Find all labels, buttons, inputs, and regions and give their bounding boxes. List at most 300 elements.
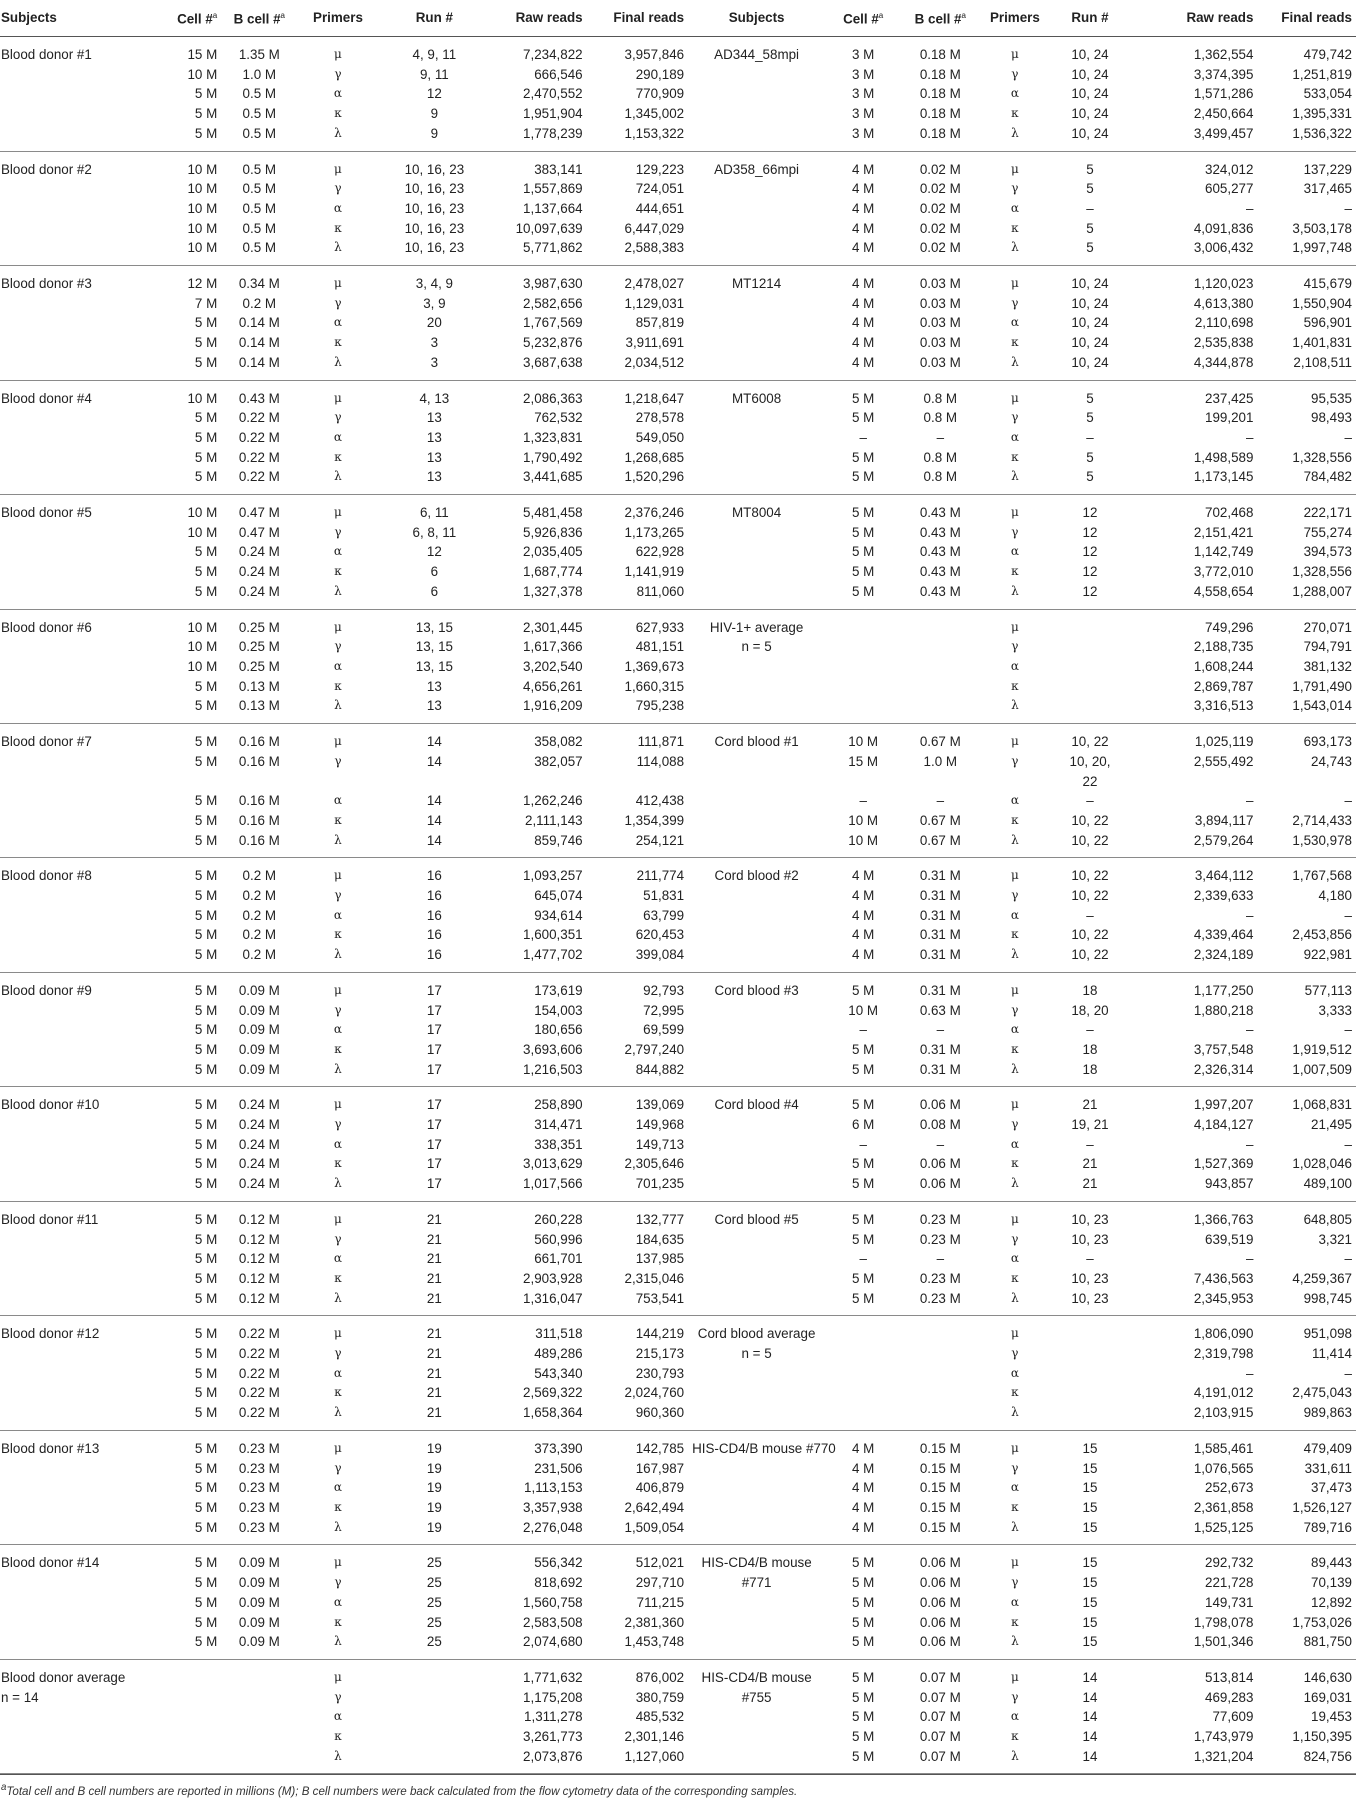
run-number: 21: [379, 1403, 491, 1430]
final-reads: 2,376,246: [624, 505, 685, 521]
b-cell-count: 0.47 M: [238, 524, 280, 540]
raw-reads: 324,012: [1205, 161, 1254, 177]
run-number: 10, 16, 23: [404, 181, 465, 197]
final-reads: 1,919,512: [1292, 1041, 1352, 1057]
raw-reads: 1,093,257: [523, 868, 583, 884]
subject-name: [688, 1135, 825, 1155]
final-reads: 1,068,831: [1292, 1097, 1352, 1113]
run-number: 17: [426, 1022, 442, 1038]
subject-name: [0, 313, 162, 333]
raw-reads: 1,113,153: [524, 1480, 583, 1496]
primer: μ: [1010, 619, 1019, 634]
subject-name: [0, 1573, 162, 1593]
table-row: [0, 1364, 1356, 1384]
final-reads: 1,543,014: [1257, 696, 1356, 723]
run-number: 15: [1082, 1440, 1098, 1456]
raw-reads: 3,006,432: [1130, 238, 1258, 265]
raw-reads: –: [1245, 1251, 1254, 1267]
primer: α: [1010, 544, 1019, 559]
cell-count: 5 M: [194, 410, 218, 426]
subject-name: [0, 1593, 162, 1613]
cell-count: 5 M: [825, 582, 901, 609]
final-reads: 2,305,646: [624, 1156, 685, 1172]
run-number: 10, 16, 23: [404, 161, 465, 177]
raw-reads: 2,074,680: [490, 1632, 586, 1659]
cell-count: 5 M: [825, 1289, 901, 1316]
raw-reads: 2,111,143: [525, 812, 583, 828]
raw-reads: 2,555,492: [1193, 753, 1254, 769]
b-cell-count: [901, 677, 979, 697]
run-number: 10, 24: [1071, 295, 1109, 311]
table-row: [0, 1269, 1356, 1289]
table-row: [0, 791, 1356, 811]
final-reads: 844,882: [587, 1060, 688, 1087]
final-reads: 711,215: [636, 1594, 685, 1610]
cell-count: 5 M: [194, 1251, 218, 1267]
cell-count: 5 M: [162, 1403, 221, 1430]
primer: μ: [334, 47, 342, 61]
cell-count: 4 M: [852, 295, 875, 311]
table-row: [0, 428, 1356, 448]
b-cell-count: 0.34 M: [238, 276, 280, 292]
table-row: [0, 1135, 1356, 1155]
subject-name: [688, 313, 825, 333]
subject-name: [688, 523, 825, 543]
b-cell-count: [901, 1403, 979, 1430]
final-reads: 1,150,395: [1292, 1729, 1352, 1745]
cell-count: 5 M: [852, 1270, 875, 1286]
raw-reads: 1,778,239: [490, 124, 586, 151]
b-cell-count: 0.5 M: [221, 238, 297, 265]
b-cell-count: 0.5 M: [242, 181, 277, 197]
table-row: [0, 1383, 1356, 1403]
final-reads: 137,229: [1303, 161, 1352, 177]
raw-reads: 3,987,630: [523, 276, 583, 292]
run-number: 21: [426, 1346, 442, 1362]
table-row: [0, 1498, 1356, 1518]
run-number: 10, 23: [1071, 1211, 1109, 1227]
cell-count: [825, 677, 901, 697]
raw-reads: 1,951,904: [523, 106, 583, 122]
cell-count: 5 M: [162, 353, 221, 380]
final-reads: 1,328,556: [1292, 449, 1352, 465]
run-number: 17: [426, 1041, 442, 1057]
b-cell-count: 0.5 M: [242, 161, 277, 177]
b-cell-count: 0.15 M: [919, 1460, 961, 1476]
subject-name: [688, 1593, 825, 1613]
cell-count: 5 M: [194, 1211, 218, 1227]
table-row: [0, 1174, 1356, 1201]
table-body: [0, 37, 1356, 1774]
b-cell-count: 0.07 M: [919, 1729, 961, 1745]
primer: κ: [1011, 220, 1019, 235]
final-reads: 1,328,556: [1292, 564, 1352, 580]
table-row: [0, 886, 1356, 906]
primer: α: [1010, 907, 1019, 922]
subject-name: [0, 238, 162, 265]
primer: λ: [979, 124, 1050, 151]
subject-name: [688, 752, 825, 772]
cell-count: 5 M: [194, 1002, 218, 1018]
subject-name: [688, 1001, 825, 1021]
b-cell-count: 0.31 M: [919, 1041, 961, 1057]
run-number: 5: [1086, 390, 1094, 406]
run-number: 3: [379, 353, 491, 380]
run-number: 12: [426, 544, 442, 560]
run-number: 10, 16, 23: [404, 200, 465, 216]
run-number: 14: [379, 831, 491, 858]
cell-count: 5 M: [162, 467, 221, 494]
cell-count: 5 M: [194, 1365, 218, 1381]
run-number: 10, 23: [1071, 1231, 1109, 1247]
raw-reads: 2,361,858: [1193, 1500, 1254, 1515]
table-row: [0, 1040, 1356, 1060]
run-number: 5: [1086, 449, 1094, 465]
primer: α: [1010, 793, 1019, 808]
b-cell-count: 0.22 M: [238, 1385, 280, 1401]
run-number: 19: [379, 1518, 491, 1545]
raw-reads: 2,583,508: [523, 1614, 583, 1630]
subject-name: [0, 353, 162, 380]
cell-count: 5 M: [194, 1594, 218, 1610]
raw-reads: 2,535,838: [1193, 335, 1254, 351]
run-number: 21: [426, 1270, 442, 1286]
run-number: 10, 24: [1071, 276, 1109, 292]
b-cell-count: 0.09 M: [221, 1632, 297, 1659]
run-number: 10, 22: [1071, 868, 1109, 884]
b-cell-count: 0.06 M: [919, 1594, 961, 1610]
run-number: [1050, 1403, 1129, 1430]
b-cell-count: 0.63 M: [919, 1002, 961, 1018]
final-reads: 2,381,360: [624, 1614, 685, 1630]
run-number: 14: [426, 734, 442, 750]
cell-count: 5 M: [194, 812, 218, 828]
subject-name: [0, 1518, 162, 1545]
subject-name: [0, 1001, 162, 1021]
table-row: [0, 266, 1356, 294]
final-reads: 1,401,831: [1292, 335, 1352, 351]
final-reads: –: [1344, 1022, 1352, 1038]
primer: κ: [334, 1614, 342, 1629]
run-number: 21: [426, 1251, 442, 1267]
final-reads: 114,088: [636, 753, 685, 769]
b-cell-count: 0.67 M: [919, 734, 961, 750]
primer: [297, 772, 378, 792]
table-row: [0, 1727, 1356, 1747]
final-reads: 1,530,978: [1257, 831, 1356, 858]
primer: μ: [1010, 1555, 1019, 1570]
raw-reads: –: [1245, 907, 1254, 923]
cell-count: 5 M: [194, 1480, 218, 1496]
header-run: Run #: [1050, 0, 1129, 37]
subject-name: Cord blood #3: [714, 982, 799, 998]
raw-reads: 3,464,112: [1194, 868, 1254, 884]
run-number: 5: [1050, 467, 1129, 494]
cell-count: 5 M: [194, 86, 218, 102]
b-cell-count: 0.13 M: [221, 696, 297, 723]
raw-reads: 292,732: [1205, 1555, 1254, 1571]
subject-name: [0, 1498, 162, 1518]
raw-reads: 2,319,798: [1193, 1346, 1254, 1362]
final-reads: 1,369,673: [624, 658, 685, 674]
b-cell-count: 0.2 M: [242, 927, 277, 943]
subject-name: [0, 677, 162, 697]
b-cell-count: 0.09 M: [238, 1041, 280, 1057]
final-reads: 37,473: [1311, 1480, 1352, 1496]
run-number: [1050, 609, 1129, 637]
cell-count: [162, 1688, 221, 1708]
cell-count: 5 M: [194, 1097, 218, 1113]
b-cell-count: 0.09 M: [221, 1060, 297, 1087]
b-cell-count: 0.5 M: [221, 124, 297, 151]
cell-count: 5 M: [194, 1041, 218, 1057]
primer: γ: [334, 1575, 342, 1590]
b-cell-count: 0.5 M: [242, 200, 277, 216]
subject-name: [0, 1060, 162, 1087]
primer: λ: [979, 945, 1050, 972]
cell-count: [825, 657, 901, 677]
cell-count: 4 M: [852, 200, 875, 216]
subject-name: [688, 657, 825, 677]
run-number: 18: [1082, 1041, 1098, 1057]
cell-count: 5 M: [194, 1156, 218, 1172]
table-row: [0, 1632, 1356, 1659]
raw-reads: 3,757,548: [1193, 1041, 1254, 1057]
run-number: 18, 20: [1071, 1002, 1109, 1018]
raw-reads: 199,201: [1205, 410, 1254, 426]
raw-reads: 1,262,246: [523, 793, 583, 809]
subject-name: [688, 1478, 825, 1498]
raw-reads: 4,656,261: [523, 678, 583, 694]
raw-reads: 3,357,938: [523, 1500, 583, 1515]
cell-count: 5 M: [162, 1060, 221, 1087]
final-reads: 794,791: [1303, 639, 1352, 655]
run-number: 5: [1086, 410, 1094, 426]
raw-reads: 2,073,876: [490, 1747, 586, 1774]
table-row: [0, 408, 1356, 428]
raw-reads: 5,232,876: [523, 335, 583, 351]
run-number: 12: [1082, 505, 1098, 521]
raw-reads: 1,658,364: [490, 1403, 586, 1430]
table-row: [0, 1230, 1356, 1250]
raw-reads: 859,746: [490, 831, 586, 858]
subject-name: [688, 1403, 825, 1430]
b-cell-count: 0.22 M: [238, 410, 280, 426]
b-cell-count: –: [936, 429, 945, 445]
run-number: 25: [426, 1594, 442, 1610]
run-number: 15: [1050, 1632, 1129, 1659]
primer: α: [333, 793, 342, 808]
header-subjects: Subjects: [0, 0, 162, 37]
final-reads: 415,679: [1303, 276, 1352, 292]
raw-reads: 513,814: [1205, 1669, 1254, 1685]
primer: α: [333, 315, 342, 330]
run-number: 21: [426, 1385, 442, 1401]
run-number: 19: [426, 1500, 442, 1515]
primer: μ: [334, 1440, 342, 1455]
run-number: 18: [1082, 982, 1098, 998]
b-cell-count: 0.06 M: [919, 1555, 961, 1571]
run-number: –: [1086, 429, 1094, 445]
cell-count: 5 M: [194, 106, 218, 122]
b-cell-count: 0.16 M: [238, 734, 280, 750]
cell-count: 5 M: [162, 696, 221, 723]
run-number: 4, 13: [419, 390, 450, 406]
final-reads: [1257, 772, 1356, 792]
subject-name: [0, 1020, 162, 1040]
final-reads: 19,453: [1311, 1709, 1352, 1725]
subject-name: n = 5: [741, 1346, 772, 1362]
b-cell-count: 0.03 M: [901, 353, 979, 380]
run-number: 10, 24: [1071, 106, 1109, 122]
subject-name: [0, 199, 162, 219]
primer: λ: [297, 238, 378, 265]
cell-count: 5 M: [162, 1289, 221, 1316]
cell-count: 5 M: [194, 315, 218, 331]
final-reads: 4,259,367: [1292, 1270, 1352, 1286]
primer: κ: [334, 1156, 342, 1171]
raw-reads: 1,327,378: [490, 582, 586, 609]
subject-name: [688, 1364, 825, 1384]
subject-name: AD344_58mpi: [714, 47, 800, 62]
raw-reads: 260,228: [534, 1211, 583, 1227]
table-row: [0, 1001, 1356, 1021]
final-reads: 2,024,760: [624, 1385, 685, 1401]
run-number: 25: [426, 1614, 442, 1630]
primer: γ: [1011, 1575, 1019, 1590]
table-row: [0, 696, 1356, 723]
run-number: 17: [426, 1117, 442, 1133]
b-cell-count: 0.2 M: [221, 945, 297, 972]
cell-count: 10 M: [187, 66, 218, 82]
run-number: 10, 23: [1071, 1270, 1109, 1286]
primer: μ: [334, 1211, 342, 1226]
raw-reads: 3,202,540: [523, 658, 583, 674]
final-reads: 1,129,031: [624, 295, 685, 311]
primer: κ: [1011, 1156, 1019, 1171]
b-cell-count: 0.2 M: [242, 295, 277, 311]
raw-reads: 1,767,569: [523, 315, 583, 331]
b-cell-count: 0.22 M: [221, 467, 297, 494]
b-cell-count: [901, 772, 979, 792]
primer: μ: [1010, 734, 1019, 749]
b-cell-count: 0.22 M: [221, 1403, 297, 1430]
subject-name: [0, 1613, 162, 1633]
cell-count: 5 M: [852, 1156, 875, 1172]
run-number: [1050, 1364, 1129, 1384]
subject-name: [0, 542, 162, 562]
primer: κ: [334, 449, 342, 464]
raw-reads: 1,600,351: [523, 927, 583, 943]
run-number: 10, 22: [1050, 945, 1129, 972]
subject-name: [0, 637, 162, 657]
run-number: 15: [1082, 1460, 1098, 1476]
raw-reads: 7,234,822: [523, 47, 583, 62]
b-cell-count: 0.07 M: [919, 1689, 961, 1705]
subject-name: [688, 408, 825, 428]
raw-reads: 489,286: [534, 1346, 583, 1362]
raw-reads: 1,798,078: [1193, 1614, 1254, 1630]
cell-count: 5 M: [825, 1632, 901, 1659]
b-cell-count: 0.24 M: [221, 582, 297, 609]
header-run: Run #: [379, 0, 491, 37]
table-row: [0, 495, 1356, 523]
cell-count: 3 M: [852, 86, 875, 102]
final-reads: 857,819: [635, 315, 685, 331]
table-row: [0, 179, 1356, 199]
cell-count: 5 M: [194, 982, 218, 998]
raw-reads: 2,582,656: [523, 295, 583, 311]
cell-count: 4 M: [852, 1460, 875, 1476]
primer: μ: [334, 161, 342, 176]
subject-name: [0, 1727, 162, 1747]
subject-name: [688, 1613, 825, 1633]
primer: μ: [334, 982, 342, 997]
primer: γ: [334, 1689, 342, 1704]
cell-count: 5 M: [825, 1060, 901, 1087]
b-cell-count: 0.25 M: [238, 658, 280, 674]
primer: α: [1010, 429, 1019, 444]
b-cell-count: 0.24 M: [238, 544, 280, 560]
run-number: [1050, 1316, 1129, 1344]
primer: α: [333, 1480, 342, 1495]
final-reads: 254,121: [587, 831, 688, 858]
b-cell-count: 0.16 M: [238, 812, 280, 828]
header-raw-reads: Raw reads: [1130, 0, 1258, 37]
run-number: 16: [426, 888, 442, 904]
run-number: 21: [426, 1365, 442, 1381]
header-cell-count: Cell #$^a$: [825, 0, 901, 37]
primer: γ: [1011, 753, 1019, 768]
cell-count: 4 M: [852, 335, 875, 351]
final-reads: 2,315,046: [624, 1270, 685, 1286]
raw-reads: 154,003: [534, 1002, 583, 1018]
primer: μ: [334, 1669, 342, 1684]
final-reads: 3,957,846: [624, 47, 685, 62]
primer: γ: [334, 1460, 342, 1475]
cell-count: 5 M: [194, 888, 218, 904]
table-row: [0, 1593, 1356, 1613]
final-reads: 2,588,383: [587, 238, 688, 265]
subject-name: [0, 906, 162, 926]
run-number: 13, 15: [415, 619, 453, 635]
b-cell-count: 0.22 M: [238, 449, 280, 465]
subject-name: HIS-CD4/B mouse: [701, 1555, 812, 1571]
b-cell-count: 0.23 M: [221, 1518, 297, 1545]
subject-name: [0, 428, 162, 448]
final-reads: 331,611: [1304, 1460, 1352, 1476]
table-row: [0, 1289, 1356, 1316]
raw-reads: 3,894,117: [1194, 812, 1254, 828]
primer: λ: [297, 1518, 378, 1545]
table-row: [0, 1688, 1356, 1708]
b-cell-count: 0.06 M: [901, 1632, 979, 1659]
subject-name: [0, 945, 162, 972]
subject-name: [0, 65, 162, 85]
raw-reads: 702,468: [1205, 505, 1254, 521]
primer: γ: [1011, 1346, 1019, 1361]
primer: γ: [1011, 1689, 1019, 1704]
cell-count: 5 M: [852, 1669, 875, 1685]
table-row: [0, 1344, 1356, 1364]
final-reads: 1,395,331: [1292, 106, 1352, 122]
b-cell-count: –: [936, 793, 945, 809]
header-final-reads: Final reads: [587, 0, 688, 37]
b-cell-count: 0.14 M: [221, 353, 297, 380]
final-reads: 755,274: [1303, 524, 1352, 540]
b-cell-count: 0.08 M: [919, 1117, 961, 1133]
subject-name: [688, 1115, 825, 1135]
